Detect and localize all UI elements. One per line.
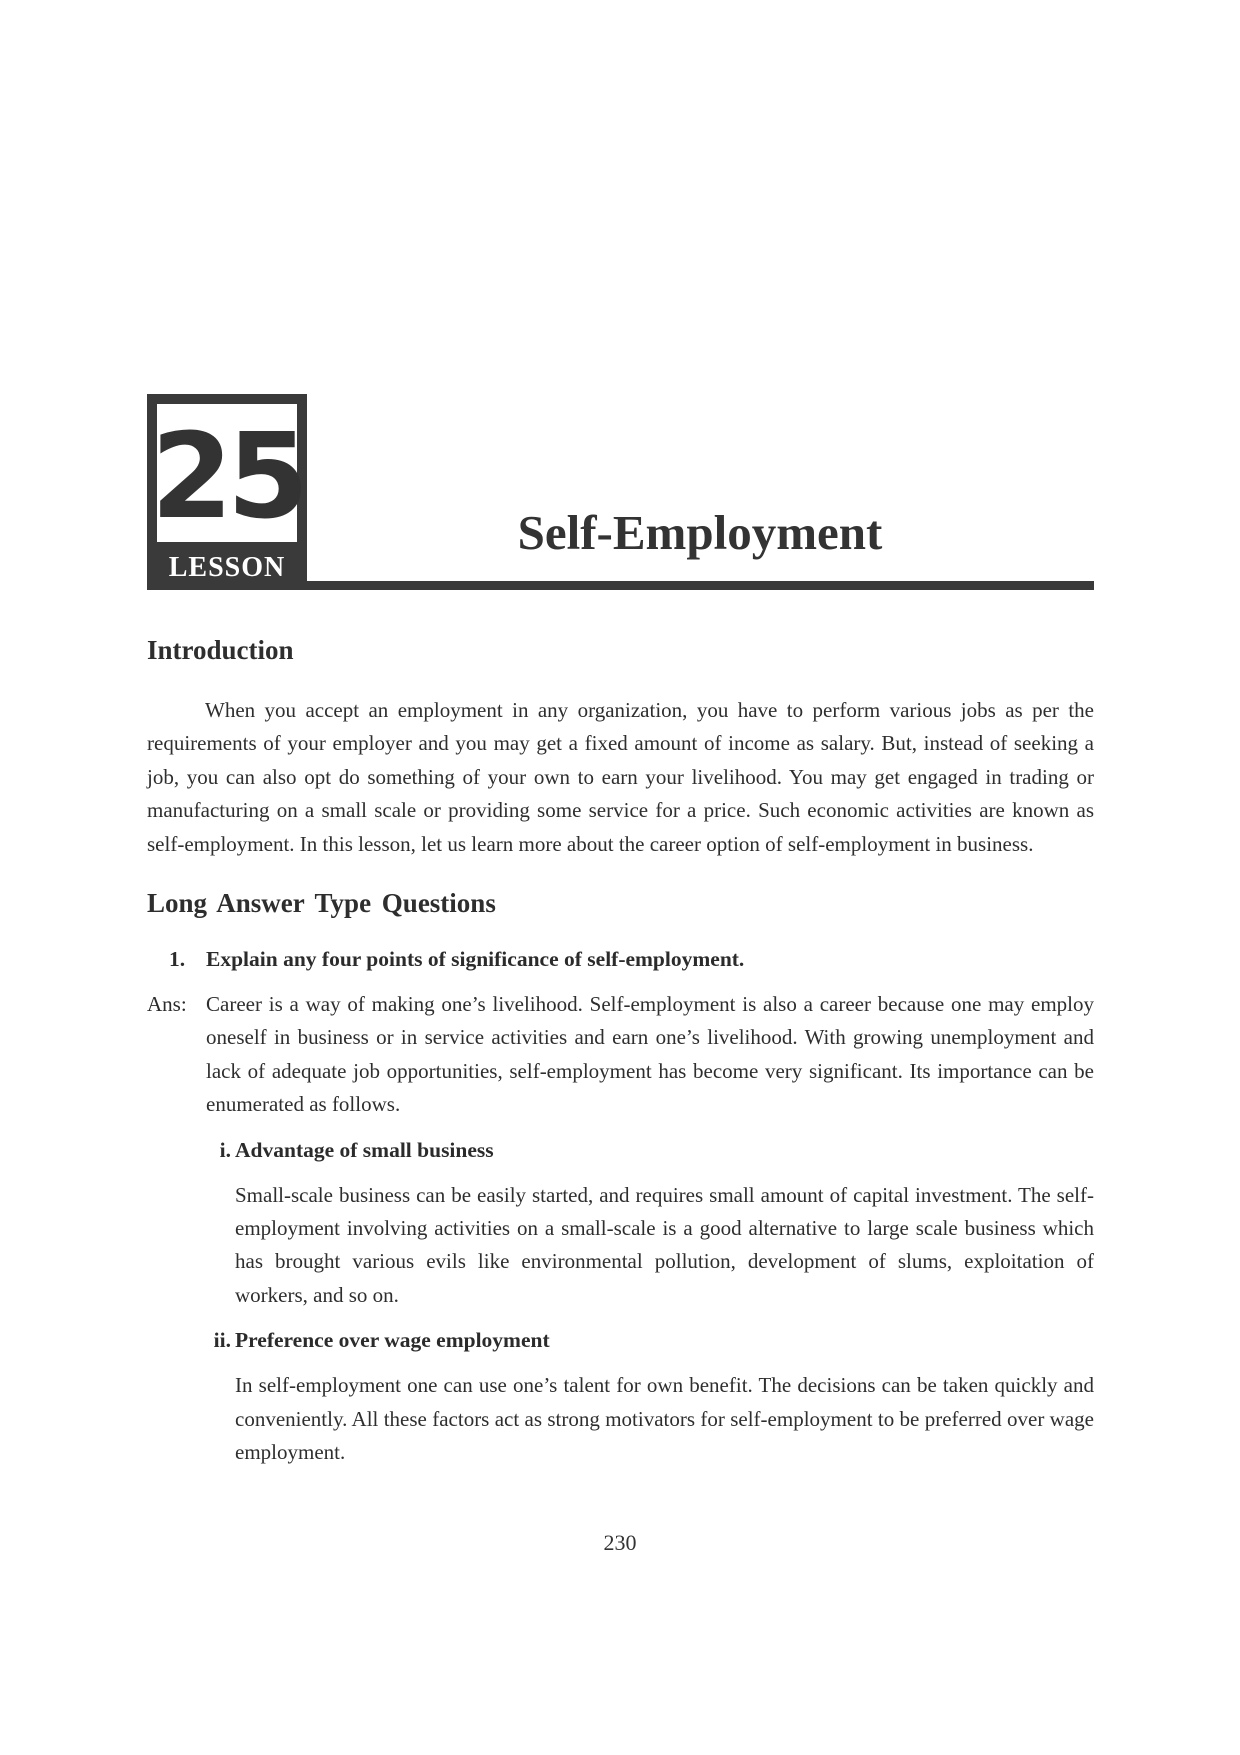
point-numeral: ii.	[213, 1328, 231, 1353]
page-number: 230	[603, 1530, 637, 1555]
lesson-badge	[147, 394, 307, 590]
question-1	[147, 943, 1094, 976]
answer-point-i	[147, 1134, 1094, 1313]
answer-point-ii	[147, 1324, 1094, 1469]
answer-1	[147, 988, 1094, 1122]
point-text: Small-scale business can be easily started, and requires small amount of capital investment. The self-employment involving activities on a small-scale is a good alternative to large scale business which has brought various evils like environmental pollution, development of slums, exploitation of workers, and so on.	[235, 1182, 1094, 1307]
point-heading: Advantage of small business	[235, 1137, 494, 1162]
introduction-paragraph: When you accept an employment in any organization, you have to perform various jobs as per the requirements of your employer and you may get a fixed amount of income as salary. But, instead of seeking a job, you can also opt do something of your own to earn your livelihood. You may get engaged in trading or manufacturing on a small scale or providing some service for a price. Such economic activities are known as self-employment. In this lesson, let us learn more about the career option of self-employment in business.	[147, 698, 1094, 856]
page-content	[147, 632, 1094, 1470]
answer-label: Ans:	[147, 992, 187, 1017]
question-text: Explain any four points of significance of self-employment.	[206, 947, 745, 972]
answer-text: Career is a way of making one’s livelihood. Self-employment is also a career because one may employ oneself in business or in service activities and earn one’s livelihood. With growing unemployment and lack of adequate job opportunities, self-employment has become very significant. Its importance can be enumerated as follows.	[206, 992, 1094, 1117]
point-text: In self-employment one can use one’s talent for own benefit. The decisions can be taken quickly and conveniently. All these factors act as strong motivators for self-employment to be preferred over wage employment.	[235, 1373, 1094, 1465]
lesson-number: 25	[150, 407, 304, 545]
title-underline	[305, 581, 1094, 590]
point-heading: Preference over wage employment	[235, 1328, 550, 1353]
introduction-heading: Introduction	[147, 635, 294, 665]
point-numeral: i.	[219, 1137, 231, 1162]
lesson-number-box	[150, 404, 304, 545]
long-answer-heading: Long Answer Type Questions	[147, 888, 496, 919]
question-number: 1.	[169, 947, 186, 972]
chapter-title: Self-Employment	[517, 505, 883, 560]
lesson-label: LESSON	[168, 552, 286, 583]
